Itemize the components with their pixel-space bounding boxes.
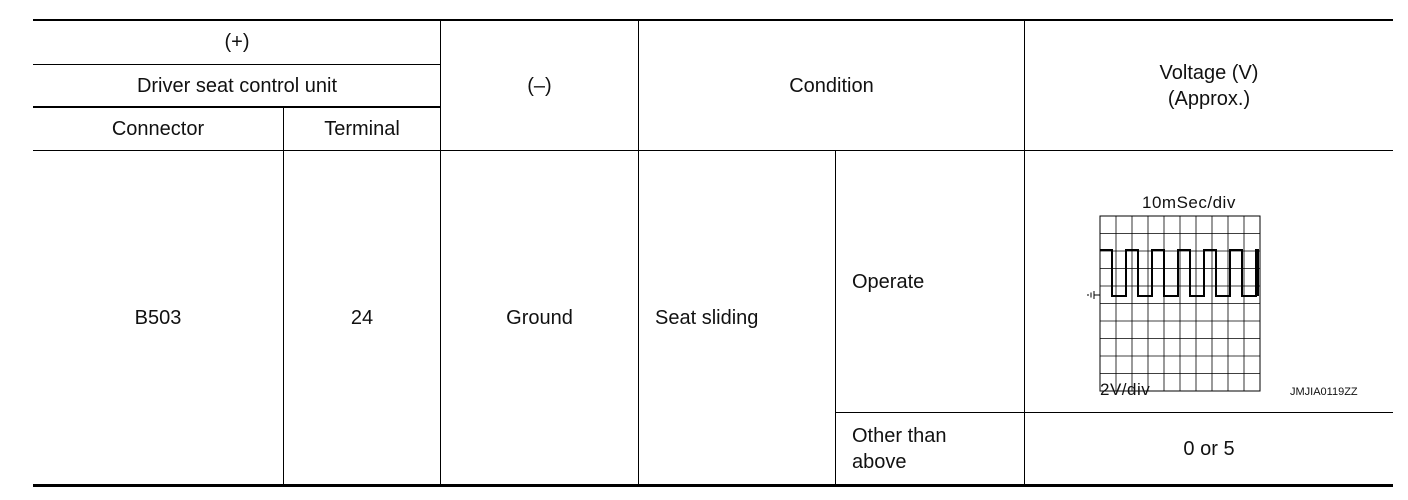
header-unit: Driver seat control unit	[136, 74, 338, 97]
header-voltage	[1025, 21, 1393, 150]
oscilloscope-figure	[1080, 188, 1380, 406]
header-voltage-line2: (Approx.)	[1167, 87, 1251, 110]
cell-sub-operate: Operate	[852, 270, 925, 293]
cell-condition: Seat sliding	[655, 306, 759, 329]
cell-terminal: 24	[350, 306, 374, 329]
cell-sub-other	[852, 413, 1024, 484]
waveform-graph	[1080, 188, 1380, 406]
waveform-trace	[1100, 250, 1258, 296]
header-minus: (–)	[527, 74, 552, 97]
header-voltage-line1: Voltage (V)	[1159, 61, 1259, 84]
figure-id-label: JMJIA0119ZZ	[1290, 386, 1358, 398]
table-bottom-rule	[33, 484, 1393, 487]
cell-voltage-other: 0 or 5	[1183, 437, 1235, 460]
cell-sub-other-line1: Other than	[852, 424, 947, 447]
time-per-div-label: 10mSec/div	[1142, 193, 1236, 212]
cell-connector: B503	[134, 306, 182, 329]
ground-icon	[1088, 291, 1100, 299]
col-divider-condition-sub	[835, 150, 836, 485]
cell-sub-other-line2: above	[852, 450, 907, 473]
header-condition: Condition	[789, 74, 874, 97]
header-connector: Connector	[111, 118, 205, 140]
volts-per-div-label: 2V/div	[1100, 380, 1151, 399]
header-terminal: Terminal	[324, 118, 400, 140]
header-plus: (+)	[224, 31, 250, 53]
cell-minus: Ground	[506, 306, 573, 329]
